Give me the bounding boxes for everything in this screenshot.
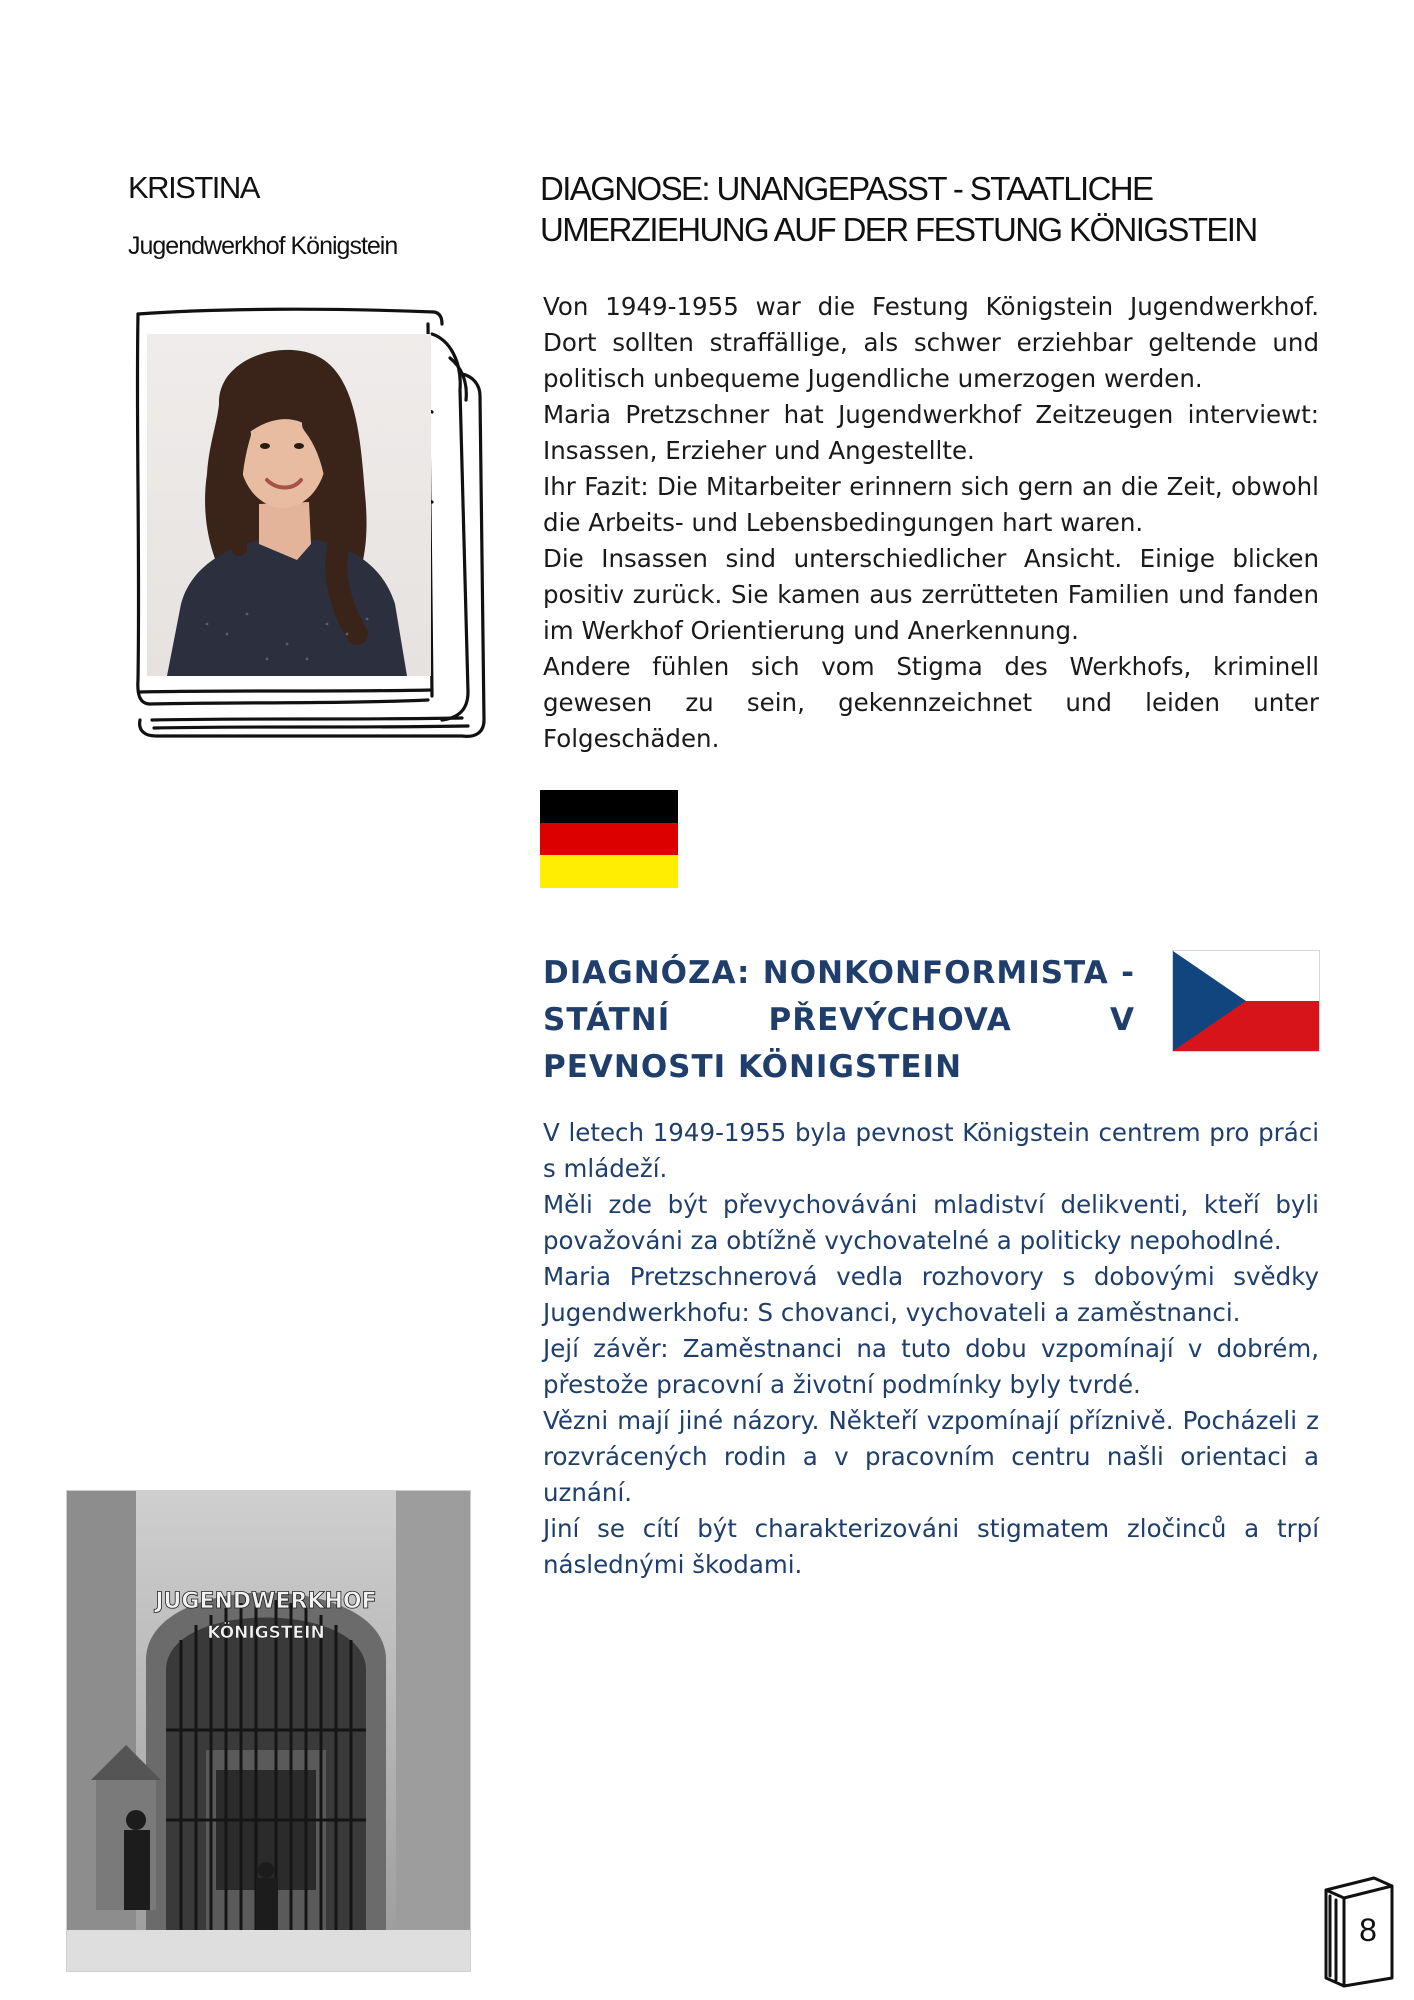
german-paragraph: Maria Pretzschner hat Jugendwerkhof Zeitzeugen interviewt: Insassen, Erzieher und Angestellte. bbox=[543, 400, 1319, 465]
czech-paragraph: Měli zde být převychováváni mladiství delikventi, kteří byli považováni za obtížně vychovatelné a politicky nepohodlné. bbox=[543, 1190, 1319, 1255]
profile-name: KRISTINA bbox=[128, 170, 259, 205]
gate-sign-line-1: JUGENDWERKHOF bbox=[155, 1589, 377, 1614]
gate-sign-line-2: KÖNIGSTEIN bbox=[207, 1623, 325, 1643]
page-number: 8 bbox=[1359, 1912, 1377, 1948]
czech-flag bbox=[1172, 950, 1320, 1052]
profile-subtitle: Jugendwerkhof Königstein bbox=[128, 232, 398, 260]
czech-paragraph: V letech 1949-1955 byla pevnost Königstein centrem pro práci s mládeží. bbox=[543, 1118, 1319, 1183]
czech-paragraph: Jiní se cítí být charakterizováni stigmatem zločinců a trpí následnými škodami. bbox=[543, 1514, 1319, 1579]
german-paragraph: Ihr Fazit: Die Mitarbeiter erinnern sich gern an die Zeit, obwohl die Arbeits- und Lebensbedingungen hart waren. bbox=[543, 472, 1319, 537]
czech-body bbox=[543, 1115, 1319, 1583]
german-flag-stripe bbox=[540, 823, 678, 856]
portrait-photo bbox=[147, 334, 431, 676]
czech-paragraph: Vězni mají jiné názory. Někteří vzpomínají příznivě. Pocházeli z rozvrácených rodin a v pracovním centru našli orientaci a uznání. bbox=[543, 1406, 1319, 1507]
german-flag bbox=[540, 790, 678, 888]
czech-paragraph: Její závěr: Zaměstnanci na tuto dobu vzpomínají v dobrém, přestože pracovní a životní podmínky byly tvrdé. bbox=[543, 1334, 1319, 1399]
german-flag-stripe bbox=[540, 855, 678, 888]
german-body bbox=[543, 289, 1319, 757]
czech-title: DIAGNÓZA: NONKONFORMISTA - STÁTNÍ PŘEVÝCHOVA V PEVNOSTI KÖNIGSTEIN bbox=[543, 955, 1135, 1085]
german-paragraph: Die Insassen sind unterschiedlicher Ansicht. Einige blicken positiv zurück. Sie kamen aus zerrütteten Familien und fanden im Werkhof Orientierung und Anerkennung. bbox=[543, 544, 1319, 645]
german-paragraph: Von 1949-1955 war die Festung Königstein Jugendwerkhof. Dort sollten straffällige, als schwer erziehbar geltende und politisch unbequeme Jugendliche umerzogen werden. bbox=[543, 292, 1319, 393]
czech-paragraph: Maria Pretzschnerová vedla rozhovory s dobovými svědky Jugendwerkhofu: S chovanci, vychovateli a zaměstnanci. bbox=[543, 1262, 1319, 1327]
german-title-line-2: UMERZIEHUNG AUF DER FESTUNG KÖNIGSTEIN bbox=[540, 211, 1257, 248]
historical-gate-photo bbox=[66, 1490, 471, 1972]
page-number-badge bbox=[1316, 1870, 1400, 1990]
german-title bbox=[540, 168, 1340, 250]
german-paragraph: Andere fühlen sich vom Stigma des Werkhofs, kriminell gewesen zu sein, gekennzeichnet und leiden unter Folgeschäden. bbox=[543, 652, 1319, 753]
german-title-line-1: DIAGNOSE: UNANGEPASST - STAATLICHE bbox=[540, 170, 1153, 207]
german-flag-stripe bbox=[540, 790, 678, 823]
